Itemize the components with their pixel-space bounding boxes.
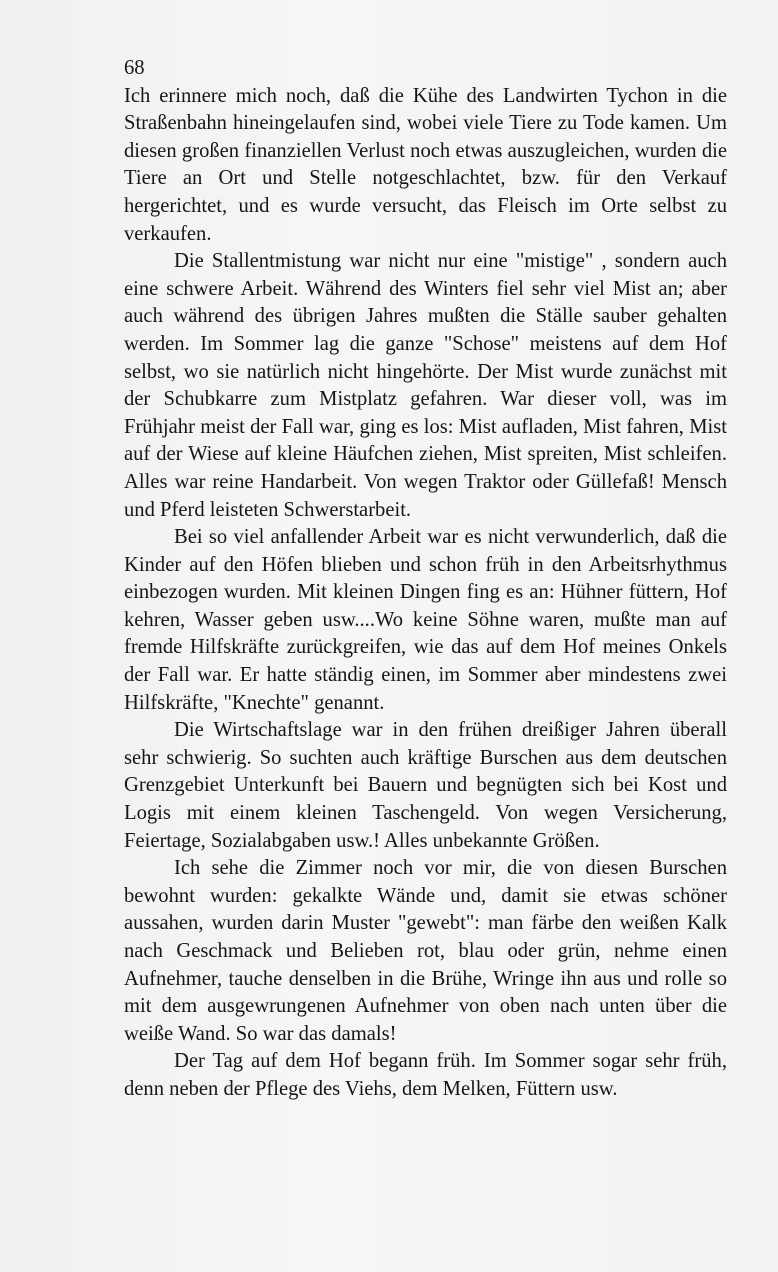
paragraph-manure-work: Die Stallentmistung war nicht nur eine "mistige" , sondern auch eine schwere Arbeit. Während des Winters fiel sehr viel Mist an; aber auch während des übrigen Jahres mußten die Ställe sauber gehalten werden. Im Sommer lag die ganze "Schose" meistens auf dem Hof selbst, wo sie natürlich nicht hingehörte. Der Mist wurde zunächst mit der Schubkarre zum Mistplatz gefahren. War dieser voll, was im Frühjahr meist der Fall war, ging es los: Mist aufladen, Mist fahren, Mist auf der Wiese auf kleine Häufchen ziehen, Mist spreiten, Mist schleifen. Alles war reine Handarbeit. Von wegen Traktor oder Güllefaß! Mensch und Pferd leisteten Schwerstarbeit. (124, 250, 727, 521)
paragraph-children-work: Bei so viel anfallender Arbeit war es nicht verwunderlich, daß die Kinder auf den Höfen blieben und schon früh in den Arbeitsrhythmus einbezogen wurden. Mit kleinen Dingen fing es an: Hühner füttern, Hof kehren, Wasser geben usw....Wo keine Söhne waren, mußte man auf fremde Hilfskräfte zurückgreifen, wie das auf dem Hof meines Onkels der Fall war. Er hatte ständig einen, im Sommer aber mindestens zwei Hilfskräfte, "Knechte" genannt. (124, 526, 727, 714)
paragraph-cow-accident: Ich erinnere mich noch, daß die Kühe des Landwirten Tychon in die Straßenbahn hineingelaufen sind, wobei viele Tiere zu Tode kamen. Um diesen großen finanziellen Verlust noch etwas auszugleichen, wurden die Tiere an Ort und Stelle notgeschlachtet, bzw. für den Verkauf hergerichtet, und es wurde versucht, das Fleisch im Orte selbst zu verkaufen. (124, 84, 727, 245)
paragraph-farm-day: Der Tag auf dem Hof begann früh. Im Sommer sogar sehr früh, denn neben der Pflege des Viehs, dem Melken, Füttern usw. (124, 1050, 727, 1100)
paragraph-painted-rooms: Ich sehe die Zimmer noch vor mir, die von diesen Burschen bewohnt wurden: gekalkte Wände und, damit sie etwas schöner aussahen, wurden darin Muster "gewebt": man färbe den weißen Kalk nach Geschmack und Belieben rot, blau oder grün, nehme einen Aufnehmer, tauche denselben in die Brühe, Wringe ihn aus und rolle so mit dem ausgewrungenen Aufnehmer von oben nach unten über die weiße Wand. So war das damals! (124, 857, 727, 1045)
page-text-block (124, 55, 727, 1104)
paragraph-economic-situation: Die Wirtschaftslage war in den frühen dreißiger Jahren überall sehr schwierig. So suchten auch kräftige Burschen aus dem deutschen Grenzgebiet Unterkunft bei Bauern und begnügten sich bei Kost und Logis mit einem kleinen Taschengeld. Von wegen Versicherung, Feiertage, Sozialabgaben usw.! Alles unbekannte Größen. (124, 719, 727, 852)
page-number: 68 (124, 57, 145, 79)
